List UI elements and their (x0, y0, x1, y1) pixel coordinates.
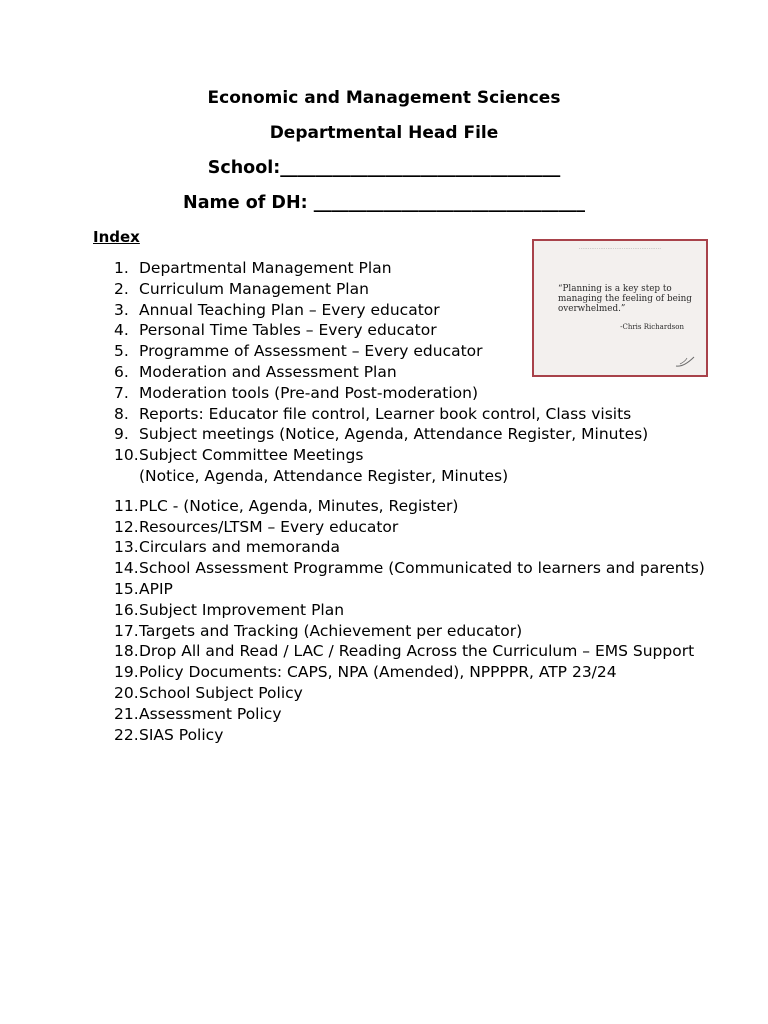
list-item (114, 725, 714, 746)
item-text: SIAS Policy (139, 725, 224, 744)
list-item (114, 704, 714, 725)
list-item (114, 600, 714, 621)
list-item (114, 424, 714, 445)
list-item (114, 537, 714, 558)
item-number: 6. (114, 362, 129, 381)
quote-text: “Planning is a key step to managing the feeling of being overwhelmed.” (558, 284, 692, 314)
quote-author: -Chris Richardson (620, 323, 684, 331)
list-item (114, 445, 714, 487)
item-text: Policy Documents: CAPS, NPA (Amended), NPPPPR, ATP 23/24 (139, 663, 617, 682)
school-field: School:________________________________ (207, 158, 561, 178)
list-item (114, 558, 714, 579)
item-number: 14. (114, 559, 139, 578)
item-text: Departmental Management Plan (139, 259, 392, 277)
item-number: 17. (114, 621, 139, 640)
item-number: 10. (114, 446, 139, 465)
item-text-block (139, 445, 508, 487)
item-text: Reports: Educator file control, Learner book control, Class visits (139, 404, 632, 423)
item-number: 7. (114, 383, 129, 402)
item-number: 3. (114, 300, 129, 319)
item-text: Subject meetings (Notice, Agenda, Attendance Register, Minutes) (139, 425, 649, 444)
item-number: 8. (114, 404, 129, 423)
item-number: 16. (114, 600, 139, 619)
item-text: Curriculum Management Plan (139, 279, 369, 298)
item-number: 1. (114, 259, 129, 277)
item-number: 21. (114, 704, 139, 723)
item-text: PLC - (Notice, Agenda, Minutes, Register) (139, 496, 459, 515)
item-text: Personal Time Tables – Every educator (139, 321, 437, 340)
item-text: Subject Committee Meetings (139, 446, 364, 465)
item-number: 18. (114, 642, 139, 661)
item-number: 9. (114, 425, 129, 444)
list-item (114, 621, 714, 642)
item-number: 13. (114, 538, 139, 557)
list-item (114, 496, 714, 517)
item-text: Annual Teaching Plan – Every educator (139, 300, 440, 319)
item-number: 12. (114, 517, 139, 536)
dh-name-field: Name of DH: _______________________________ (183, 193, 585, 213)
item-text: APIP (139, 579, 173, 598)
item-number: 20. (114, 683, 139, 702)
item-text: Subject Improvement Plan (139, 600, 345, 619)
item-number: 22. (114, 725, 139, 744)
quote-site-watermark: ·············································· (578, 246, 662, 252)
item-text-continuation: (Notice, Agenda, Attendance Register, Minutes) (139, 466, 509, 485)
item-number: 19. (114, 663, 139, 682)
item-text: School Subject Policy (139, 683, 303, 702)
list-item (114, 404, 714, 425)
list-item (114, 383, 714, 404)
item-number: 11. (114, 496, 139, 515)
item-text: Assessment Policy (139, 704, 282, 723)
list-item (114, 662, 714, 683)
item-text: Drop All and Read / LAC / Reading Across the Curriculum – EMS Support (139, 642, 695, 661)
item-number: 15. (114, 579, 139, 598)
document-subtitle: Departmental Head File (269, 123, 499, 143)
list-item (114, 641, 714, 662)
swoosh-icon (674, 355, 696, 369)
index-heading: Index (93, 228, 140, 246)
list-item (114, 579, 714, 600)
item-text: School Assessment Programme (Communicated to learners and parents) (139, 559, 705, 578)
document-title: Economic and Management Sciences (207, 88, 561, 108)
item-number: 5. (114, 342, 129, 361)
list-item (114, 683, 714, 704)
item-text: Resources/LTSM – Every educator (139, 517, 399, 536)
item-text: Moderation tools (Pre-and Post-moderation) (139, 383, 479, 402)
item-text: Circulars and memoranda (139, 538, 341, 557)
list-item (114, 517, 714, 538)
item-number: 4. (114, 321, 129, 340)
quote-image (532, 239, 708, 377)
item-number: 2. (114, 279, 129, 298)
item-text: Programme of Assessment – Every educator (139, 342, 483, 361)
item-text: Moderation and Assessment Plan (139, 362, 397, 381)
item-text: Targets and Tracking (Achievement per educator) (139, 621, 523, 640)
